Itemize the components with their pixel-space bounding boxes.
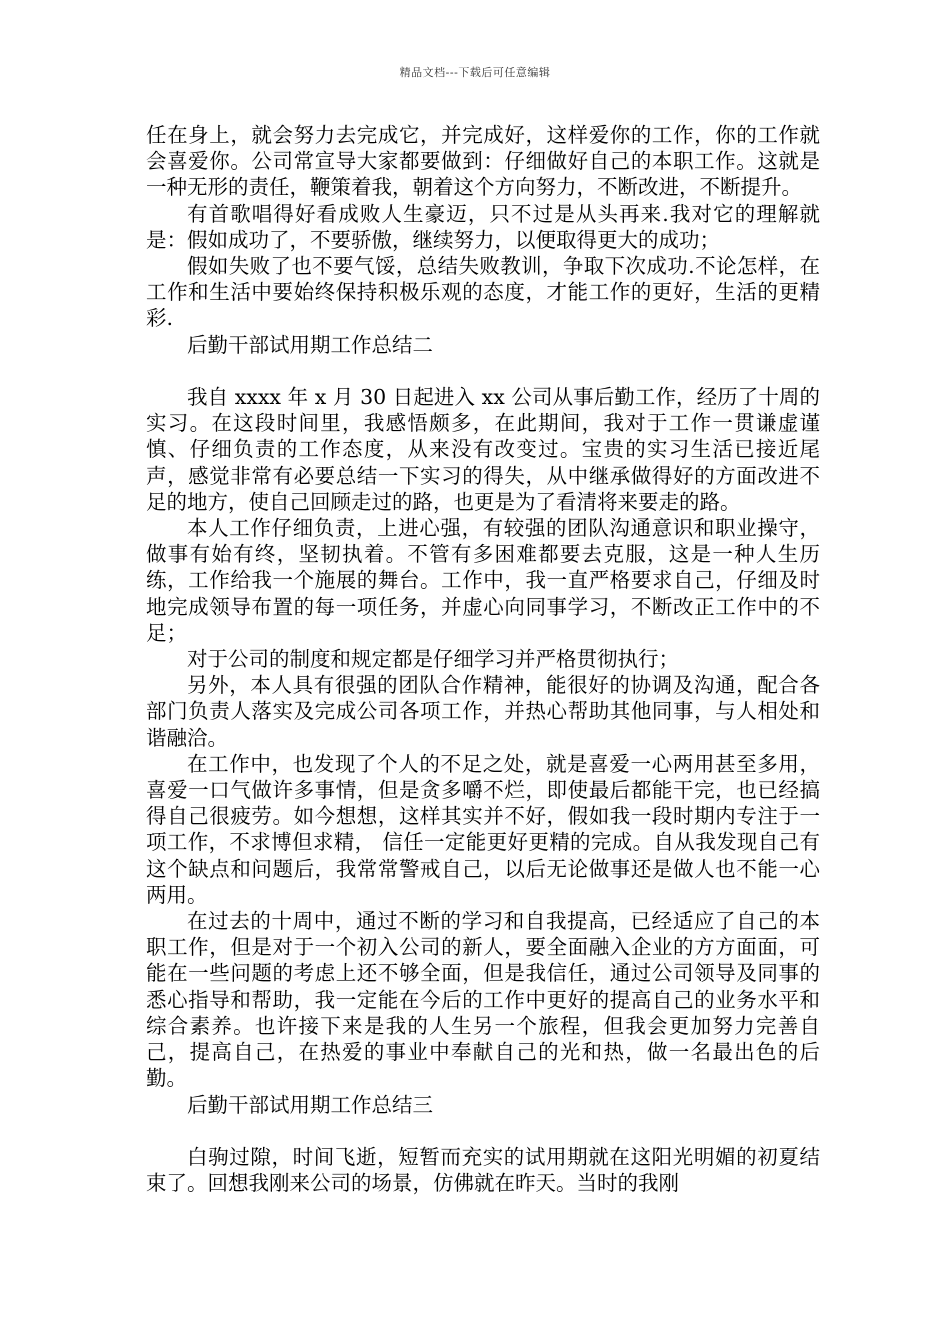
blank-line <box>146 1118 820 1144</box>
paragraph: 我自 xxxx 年 x 月 30 日起进入 xx 公司从事后勤工作，经历了十周的实习。在这段时间里，我感悟颇多，在此期间，我对于工作一贯谦虚谨慎、仔细负责的工作态度，从来没有改变过。宝贵的实习生活已接近尾声，感觉非常有必要总结一下实习的得失，从中继承做得好的方面改进不足的地方，使自己回顾走过的路，也更是为了看清将来要走的路。 <box>146 385 820 514</box>
paragraph: 假如失败了也不要气馁，总结失败教训，争取下次成功.不论怎样，在工作和生活中要始终保持积极乐观的态度，才能工作的更好，生活的更精彩. <box>146 254 820 331</box>
paragraph: 在工作中，也发现了个人的不足之处，就是喜爱一心两用甚至多用，喜爱一口气做许多事情，但是贪多嚼不烂，即使最后都能干完，也已经搞得自己很疲劳。如今想想，这样其实并不好，假如我一段时期内专注于一项工作，不求博但求精， 信任一定能更好更精的完成。自从我发现自己有这个缺点和问题后，我常常警戒自己，以后无论做事还是做人也不能一心两用。 <box>146 751 820 907</box>
blank-line <box>146 358 820 384</box>
paragraph-continued: 任在身上，就会努力去完成它，并完成好，这样爱你的工作，你的工作就会喜爱你。公司常宣导大家都要做到：仔细做好自己的本职工作。这就是一种无形的责任，鞭策着我，朝着这个方向努力，不断改进，不断提升。 <box>146 123 820 200</box>
section-heading: 后勤干部试用期工作总结二 <box>187 332 433 357</box>
paragraph: 在过去的十周中，通过不断的学习和自我提高，已经适应了自己的本职工作，但是对于一个初入公司的新人，要全面融入企业的方方面面，可能在一些问题的考虑上还不够全面，但是我信任，通过公司领导及同事的悉心指导和帮助，我一定能在今后的工作中更好的提高自己的业务水平和综合素养。也许接下来是我的人生另一个旅程，但我会更加努力完善自己，提高自己，在热爱的事业中奉献自己的光和热，做一名最出色的后勤。 <box>146 909 820 1091</box>
paragraph: 白驹过隙，时间飞逝，短暂而充实的试用期就在这阳光明媚的初夏结束了。回想我刚来公司的场景，仿佛就在昨天。当时的我刚 <box>146 1144 820 1196</box>
paragraph: 另外，本人具有很强的团队合作精神，能很好的协调及沟通，配合各部门负责人落实及完成公司各项工作，并热心帮助其他同事，与人相处和谐融洽。 <box>146 673 820 750</box>
paragraph: 对于公司的制度和规定都是仔细学习并严格贯彻执行； <box>187 647 679 672</box>
paragraph: 有首歌唱得好看成败人生豪迈，只不过是从头再来.我对它的理解就是：假如成功了，不要骄傲，继续努力，以便取得更大的成功； <box>146 201 820 252</box>
paragraph: 本人工作仔细负责，上进心强，有较强的团队沟通意识和职业操守，做事有始有终，坚韧执着。不管有多困难都要去克服，这是一种人生历练，工作给我一个施展的舞台。工作中，我一直严格要求自己，仔细及时地完成领导布置的每一项任务，并虚心向同事学习，不断改正工作中的不足； <box>146 516 820 645</box>
section-heading: 后勤干部试用期工作总结三 <box>187 1092 433 1117</box>
document-body <box>146 122 820 1196</box>
page-header: 精品文档---下载后可任意编辑 <box>399 66 551 79</box>
